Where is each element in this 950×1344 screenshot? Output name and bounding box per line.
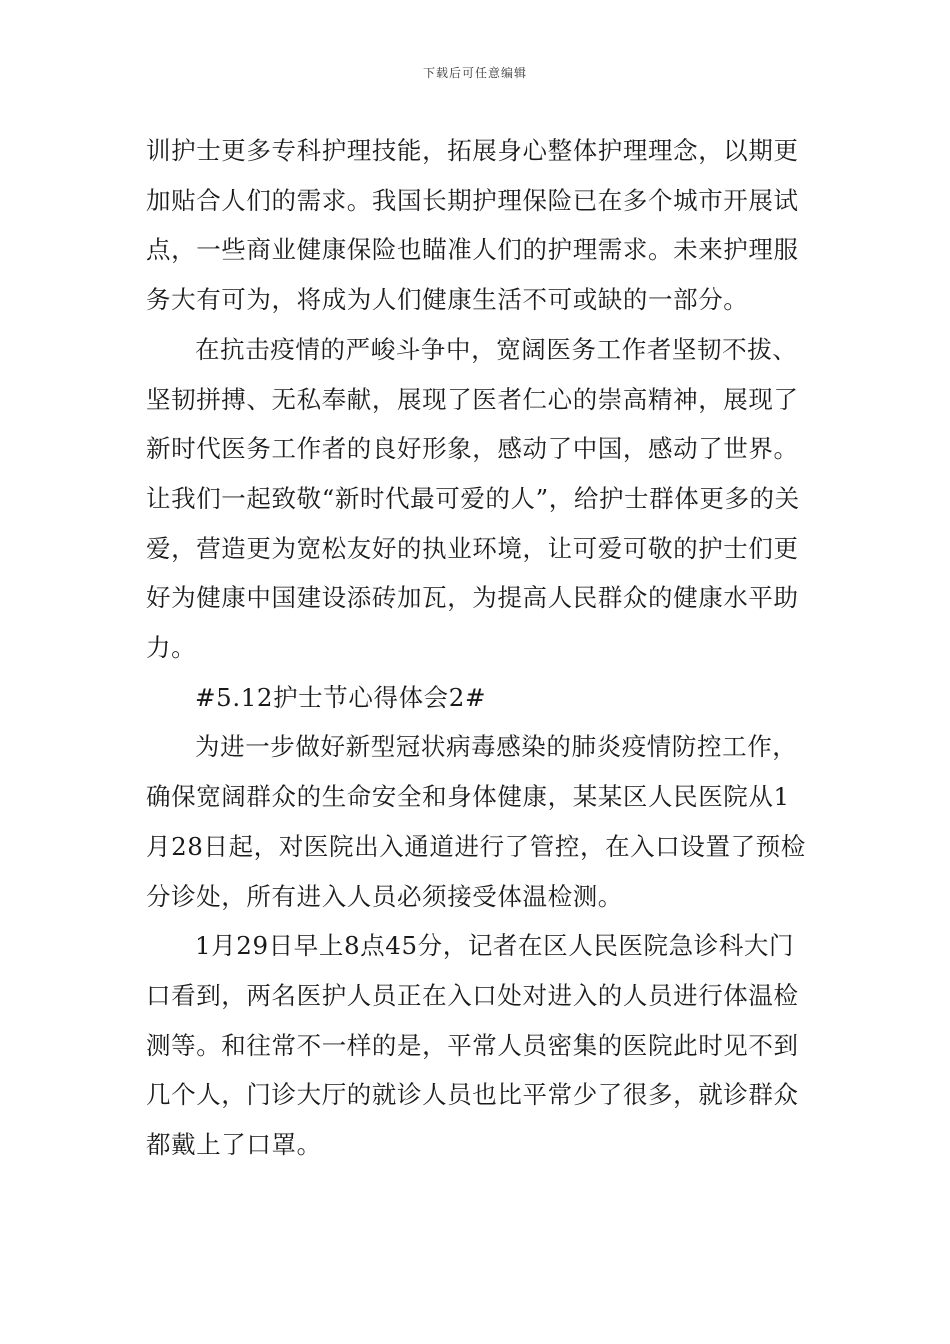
paragraph-continuation: 训护士更多专科护理技能，拓展身心整体护理理念，以期更加贴合人们的需求。我国长期护理保险已在多个城市开展试点，一些商业健康保险也瞄准人们的护理需求。未来护理服务大有可为，将成为人们健康生活不可或缺的一部分。: [146, 136, 799, 315]
section-heading: #5.12护士节心得体会2#: [195, 682, 487, 712]
paragraph-hospital-control: 为进一步做好新型冠状病毒感染的肺炎疫情防控工作，确保宽阔群众的生命安全和身体健康，某某区人民医院从1月28日起，对医院出入通道进行了管控，在入口设置了预检分诊处，所有进入人员必须接受体温检测。: [146, 732, 806, 911]
paragraph-reporter-observation: 1月29日早上8点45分，记者在区人民医院急诊科大门口看到，两名医护人员正在入口处对进入的人员进行体温检测等。和往常不一样的是，平常人员密集的医院此时见不到几个人，门诊大厅的就诊人员也比平常少了很多，就诊群众都戴上了口罩。: [146, 931, 799, 1160]
paragraph-epidemic-tribute: 在抗击疫情的严峻斗争中，宽阔医务工作者坚韧不拔、坚韧拼搏、无私奉献，展现了医者仁心的崇高精神，展现了新时代医务工作者的良好形象，感动了中国，感动了世界。让我们一起致敬“新时代最可爱的人”，给护士群体更多的关爱，营造更为宽松友好的执业环境，让可爱可敬的护士们更好为健康中国建设添砖加瓦，为提高人民群众的健康水平助力。: [146, 334, 800, 663]
document-body: [146, 126, 806, 1170]
header-note: 下载后可任意编辑: [422, 66, 527, 80]
